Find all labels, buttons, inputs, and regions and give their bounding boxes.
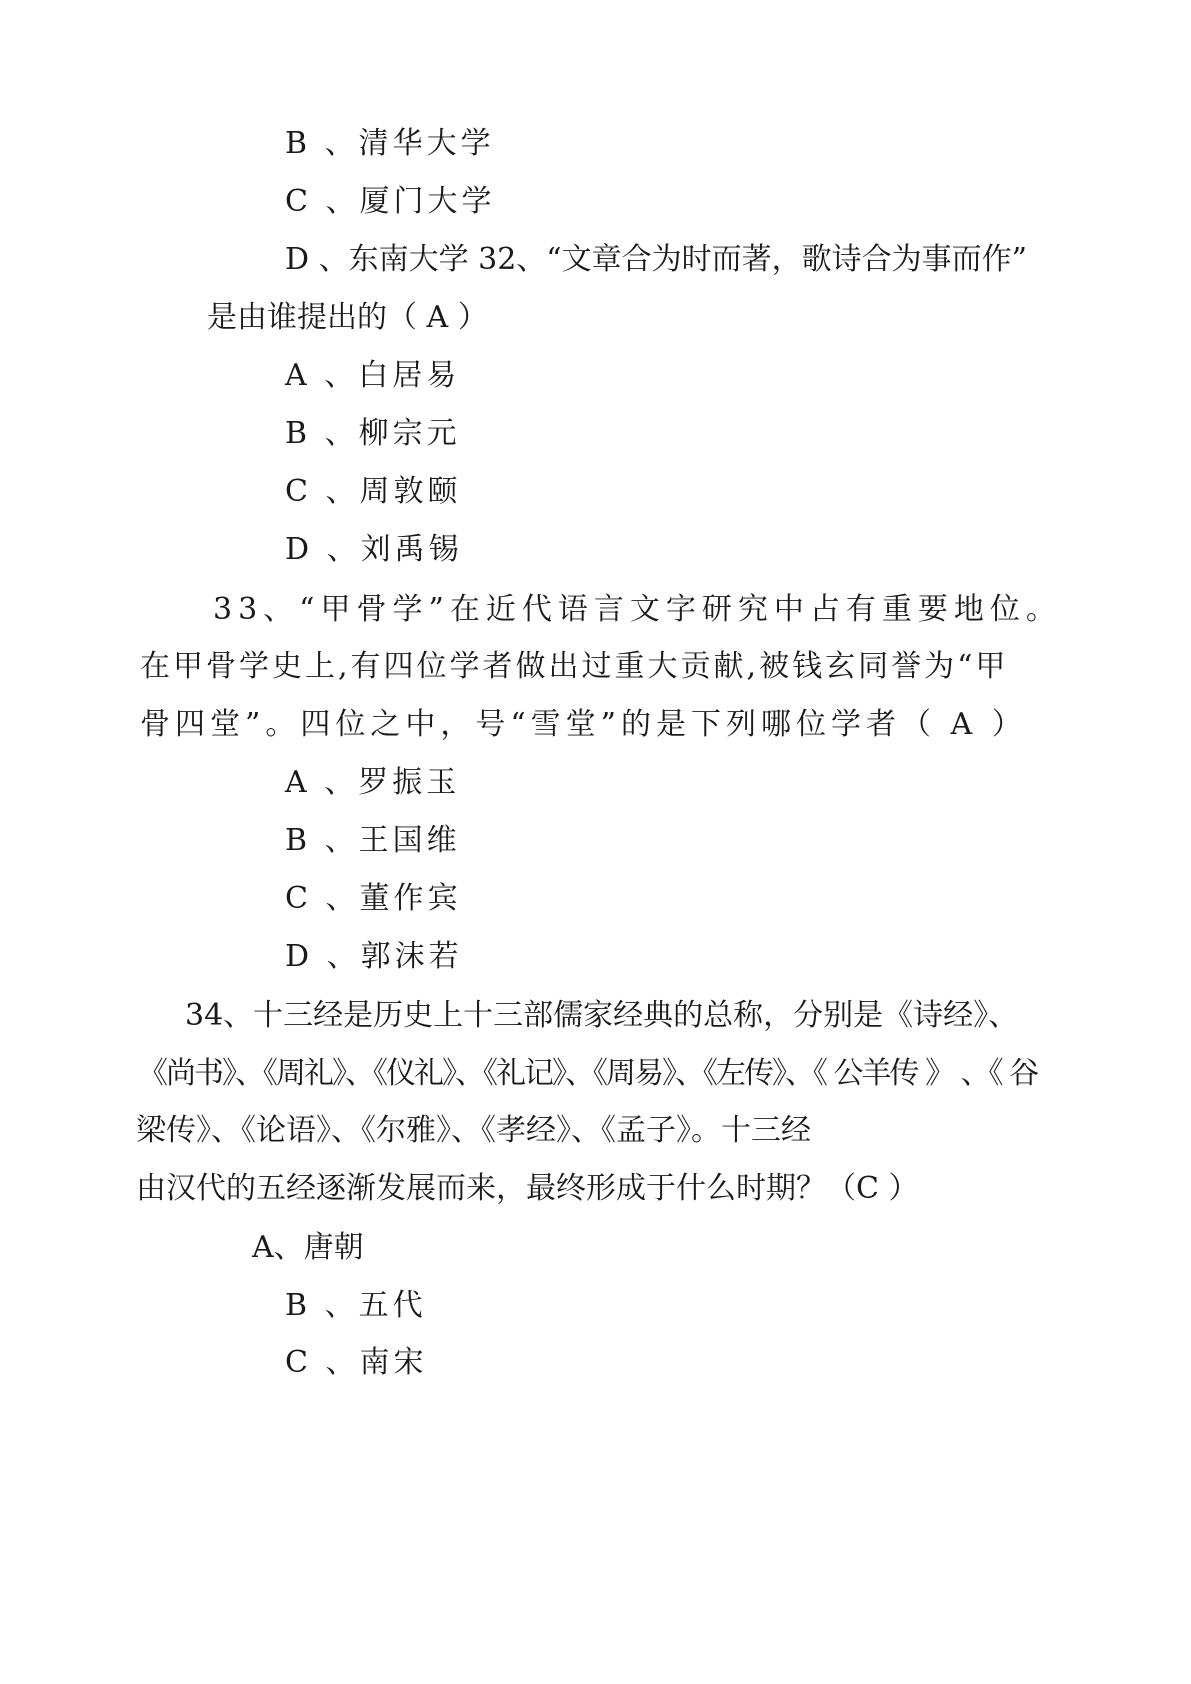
q33-option-d: D 、郭沫若 [285,939,463,974]
q34-stem-line-4: 由汉代的五经逐渐发展而来，最终形成于什么时期？（C ） [136,1171,919,1206]
q34-option-a: A、唐朝 [252,1230,364,1265]
q33-stem-line-2: 在甲骨学史上,有四位学者做出过重大贡献,被钱玄同誉为“甲 [140,649,1009,684]
q33-stem-line-3: 骨四堂”。四位之中，号“雪堂”的是下列哪位学者（ A ） [140,707,1027,742]
q31-option-d-and-q32-stem: D 、东南大学 32、“文章合为时而著，歌诗合为事而作” [285,242,1027,277]
q34-option-c: C 、南宋 [285,1345,428,1380]
q32-option-c: C 、周敦颐 [285,474,462,509]
q33-stem-line-1: 33、“甲骨学”在近代语言文字研究中占有重要地位。 [213,592,1062,627]
q33-option-a: A 、罗振玉 [285,765,461,800]
q33-option-b: B 、王国维 [285,823,461,858]
q32-option-b: B 、柳宗元 [285,416,461,451]
q31-option-c: C 、厦门大学 [285,184,496,219]
q34-stem-line-1: 34、十三经是历史上十三部儒家经典的总称，分别是《诗经》、 [185,998,1019,1033]
q32-stem-continuation: 是由谁提出的（ A ） [207,300,488,335]
q34-stem-line-3: 梁传》、《论语》、《尔雅》、《孝经》、《孟子》。十三经 [136,1113,811,1148]
q32-option-a: A 、白居易 [285,358,461,393]
q33-option-c: C 、董作宾 [285,881,462,916]
q34-stem-line-2: 《尚书》、《周礼》、《仪礼》、《礼记》、《周易》、《左传》、《 公羊传 》 、《 谷 [138,1056,1038,1091]
q32-option-d: D 、刘禹锡 [285,532,463,567]
q31-option-b: B 、清华大学 [285,126,495,161]
q34-option-b: B 、五代 [285,1288,427,1323]
